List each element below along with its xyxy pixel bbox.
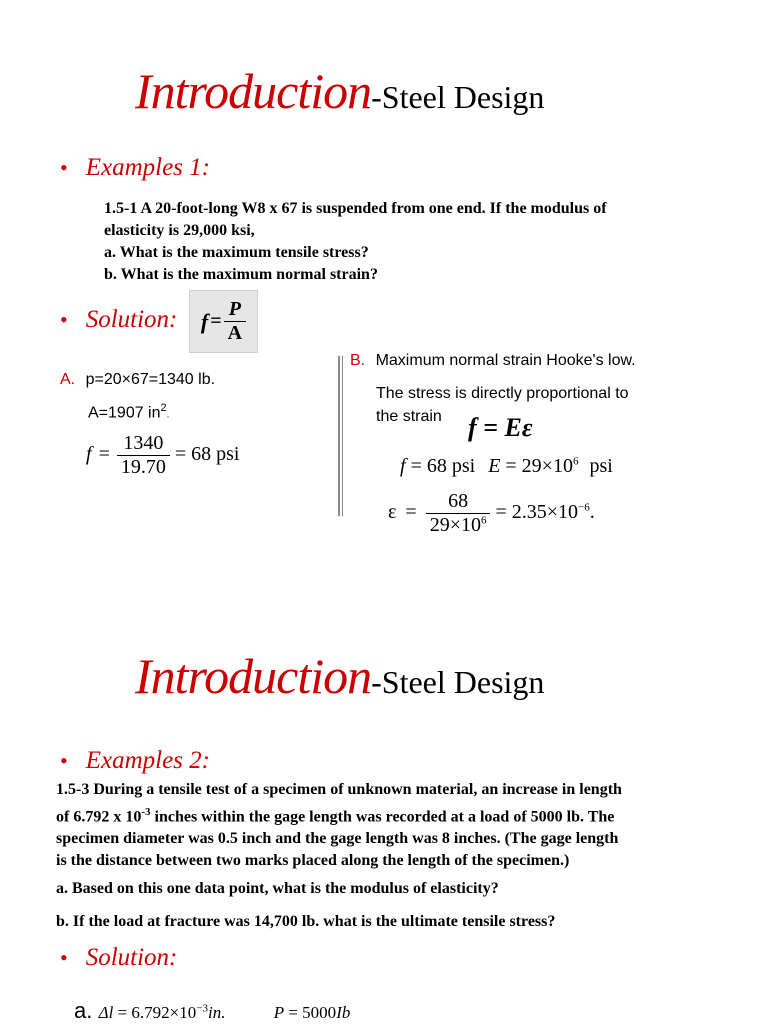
strain-lhs: ε [388, 501, 397, 524]
eq-a-lhs: f [86, 443, 92, 466]
slide-1-title [135, 62, 544, 120]
part-a-line-2 [88, 402, 169, 422]
answer-a-dl: Δl [98, 1003, 114, 1022]
part-b-line-2 [376, 385, 629, 403]
part-b-text-3: the strain [376, 408, 442, 425]
answer-a [74, 998, 350, 1024]
title-main: Introduction [135, 63, 372, 119]
part-b-text-2: The stress is directly proportional to [376, 385, 629, 402]
given-f: f [400, 455, 406, 477]
problem-2-line-4: is the distance between two marks placed along the length of the specimen.) [56, 852, 570, 870]
bullet-icon: • [60, 155, 68, 180]
problem-1-line-2: elasticity is 29,000 ksi, [104, 222, 255, 239]
question-b: b. If the load at fracture was 14,700 lb. what is the ultimate tensile stress? [56, 913, 556, 930]
part-a-equation [86, 432, 239, 479]
part-b-text-1: Maximum normal strain Hooke's low. [375, 352, 636, 369]
eq-a-rhs: = 68 psi [174, 443, 240, 466]
problem-1-line-1: 1.5-1 A 20-foot-long W8 x 67 is suspended from one end. If the modulus of [104, 200, 607, 217]
hooke-law-text: f = Eε [468, 413, 533, 442]
eq-a-den: 19.70 [117, 455, 170, 479]
answer-a-p-val: = 5000 [288, 1003, 337, 1022]
formula-den: A [224, 321, 246, 345]
solution-2-label: Solution: [85, 944, 178, 971]
part-a-sup: 2 [160, 402, 167, 414]
question-a: a. Based on this one data point, what is the modulus of elasticity? [56, 880, 499, 897]
given-e-exp: 6 [572, 455, 579, 468]
problem-2-line-1: 1.5-3 During a tensile test of a specimen of unknown material, an increase in length [56, 781, 622, 798]
part-a-text-2: A=1907 in [88, 404, 161, 422]
bullet-icon: • [60, 748, 68, 773]
part-b-label: B. [350, 352, 366, 369]
problem-2-exp: -3 [141, 806, 151, 818]
problem-2-line-2b: inches within the gage length was recorded at a load of 5000 lb. The [150, 808, 615, 826]
part-a-text-1: p=20×67=1340 lb. [85, 371, 216, 388]
problem-2-text [56, 779, 746, 872]
examples-2-heading [60, 747, 210, 775]
answer-a-label: a. [74, 998, 93, 1023]
given-e: E [488, 455, 501, 477]
strain-num: 68 [448, 490, 469, 512]
strain-rhs: = 2.35×10 [495, 501, 579, 524]
column-divider-2 [342, 356, 343, 516]
bullet-icon: • [60, 945, 68, 970]
answer-a-p: P [273, 1003, 285, 1022]
eq-a-eq: = [98, 443, 110, 466]
problem-1-text [104, 198, 704, 286]
problem-2-line-2a: of 6.792 x 10 [56, 808, 142, 826]
hooke-law [468, 413, 532, 443]
problem-1-line-3: a. What is the maximum tensile stress? [104, 244, 369, 261]
part-a-label: A. [60, 371, 76, 388]
answer-a-dl-exp: −3 [196, 1002, 208, 1015]
formula-eq: = [210, 310, 222, 332]
answer-a-dl-unit: in. [207, 1003, 226, 1022]
examples-1-heading [60, 154, 210, 182]
solution-2-heading [60, 944, 177, 972]
formula-num: P [228, 298, 241, 320]
column-divider [338, 356, 340, 516]
strain-den-exp: 6 [480, 514, 487, 527]
problem-1-line-4: b. What is the maximum normal strain? [104, 266, 378, 283]
solution-1-label: Solution: [85, 306, 178, 333]
problem-2-line-2 [56, 801, 746, 828]
part-b-line-3 [376, 408, 442, 426]
title-sub: -Steel Design [371, 79, 545, 115]
problem-2-line-3: specimen diameter was 0.5 inch and the gage length was 8 inches. (The gage length [56, 830, 619, 848]
given-f-val: = 68 psi [410, 455, 476, 477]
examples-1-label: Examples 1: [85, 154, 210, 181]
stress-formula-box [189, 290, 258, 353]
given-values [400, 455, 613, 478]
part-a-end: . [166, 409, 170, 421]
answer-a-p-unit: Ib [336, 1003, 351, 1022]
title-sub: -Steel Design [371, 664, 545, 700]
solution-1-heading [60, 306, 177, 334]
given-e-unit: psi [589, 455, 613, 477]
part-b-line-1 [350, 352, 636, 370]
title-main: Introduction [135, 648, 372, 704]
strain-equation [388, 490, 595, 537]
strain-rhs-exp: −6 [578, 501, 590, 514]
strain-rhs-end: . [589, 501, 595, 524]
eq-a-num: 1340 [123, 432, 164, 454]
strain-den: 29×10 [429, 514, 481, 536]
bullet-icon: • [60, 307, 68, 332]
part-a-line-1 [60, 371, 215, 389]
answer-a-dl-val: = 6.792×10 [117, 1003, 197, 1022]
slide-2-title [135, 647, 544, 705]
strain-eq: = [405, 501, 417, 524]
given-e-val: = 29×10 [505, 455, 573, 477]
formula-lhs: f [200, 308, 209, 334]
examples-2-label: Examples 2: [85, 747, 210, 774]
